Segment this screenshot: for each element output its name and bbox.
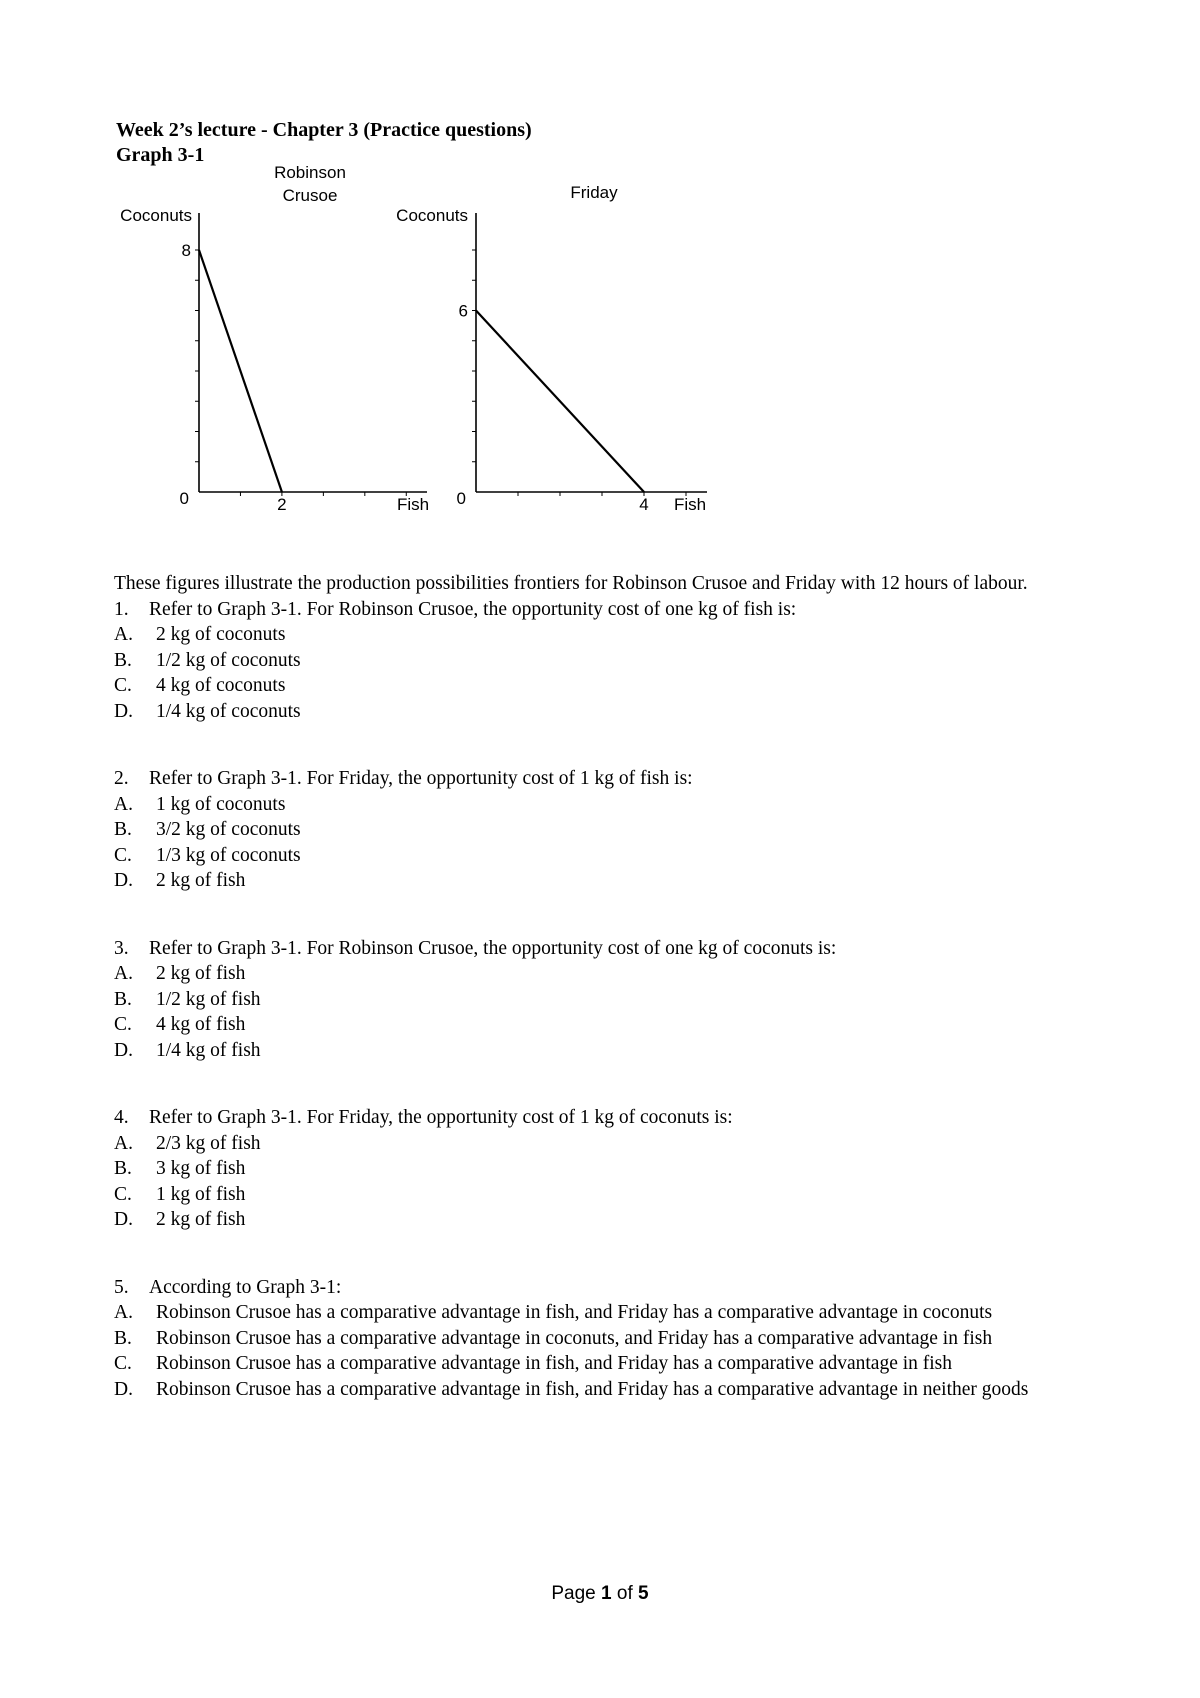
answer-option [114, 673, 1094, 699]
option-letter: A. [114, 1132, 133, 1154]
answer-option [114, 792, 1094, 818]
y-axis-label: Coconuts [120, 206, 192, 225]
option-letter: B. [114, 649, 132, 671]
origin-label: 0 [179, 489, 189, 508]
question-4 [114, 1105, 1094, 1233]
question-text: Refer to Graph 3-1. For Friday, the opportunity cost of 1 kg of fish is: [149, 768, 693, 789]
answer-option [114, 1156, 1094, 1182]
option-letter: B. [114, 988, 132, 1010]
page-footer [0, 1583, 1200, 1605]
question-body [114, 571, 1094, 1444]
x-tick-label: 4 [639, 495, 649, 514]
option-letter: A. [114, 1302, 133, 1323]
y-tick-label: 6 [458, 301, 468, 321]
question-text: Refer to Graph 3-1. For Robinson Crusoe, the opportunity cost of one kg of fish is: [149, 598, 797, 620]
question-text: Refer to Graph 3-1. For Friday, the opportunity cost of 1 kg of coconuts is: [149, 1107, 733, 1128]
question-list [114, 597, 1094, 1403]
option-text: 2 kg of fish [156, 963, 246, 984]
option-letter: A. [114, 963, 133, 984]
question-stem [114, 1105, 1094, 1131]
answer-option [114, 987, 1094, 1013]
question-number: 1. [114, 598, 129, 620]
option-text: Robinson Crusoe has a comparative advantage in coconuts, and Friday has a comparative advantage in fish [156, 1327, 993, 1349]
question-text: Refer to Graph 3-1. For Robinson Crusoe, the opportunity cost of one kg of coconuts is: [149, 937, 837, 959]
footer-page-word: Page [551, 1583, 596, 1604]
question-number: 5. [114, 1276, 129, 1298]
question-number: 2. [114, 768, 129, 789]
answer-option [114, 699, 1094, 725]
answer-option [114, 648, 1094, 674]
question-stem [114, 1275, 1094, 1301]
option-letter: C. [114, 844, 132, 866]
option-letter: D. [114, 700, 133, 722]
option-letter: D. [114, 870, 133, 891]
ppf-line [199, 250, 282, 492]
option-letter: B. [114, 819, 132, 840]
option-text: 3 kg of fish [156, 1158, 246, 1179]
option-text: 2 kg of coconuts [156, 624, 286, 645]
answer-option [114, 1326, 1094, 1352]
option-letter: C. [114, 675, 132, 696]
option-letter: B. [114, 1158, 132, 1179]
chart-title-line: Crusoe [282, 186, 338, 205]
option-text: 2 kg of fish [156, 870, 246, 891]
option-text: 1 kg of fish [156, 1183, 246, 1205]
y-axis-label: Coconuts [396, 206, 468, 225]
option-text: 2/3 kg of fish [156, 1132, 261, 1154]
question-text: According to Graph 3-1: [149, 1276, 342, 1298]
question-2 [114, 766, 1094, 894]
x-tick-label: 2 [277, 495, 287, 514]
intro-text: These figures illustrate the production possibilities frontiers for Robinson Crusoe and Friday with 12 hours of labour. [114, 573, 1028, 594]
question-stem [114, 597, 1094, 623]
footer-of-word: of [616, 1583, 633, 1604]
question-number: 3. [114, 937, 129, 959]
page-title: Week 2’s lecture - Chapter 3 (Practice questions) [116, 119, 532, 141]
question-number: 4. [114, 1107, 129, 1128]
answer-option [114, 961, 1094, 987]
option-letter: A. [114, 793, 133, 815]
answer-option [114, 817, 1094, 843]
answer-option [114, 1351, 1094, 1377]
option-text: 1/3 kg of coconuts [156, 844, 301, 866]
y-tick-label: 8 [181, 241, 191, 260]
option-letter: D. [114, 1378, 133, 1400]
option-letter: D. [114, 1209, 133, 1230]
option-text: 1 kg of coconuts [156, 793, 286, 815]
question-stem [114, 936, 1094, 962]
option-text: Robinson Crusoe has a comparative advantage in fish, and Friday has a comparative advantage in neither goods [156, 1378, 1029, 1400]
question-5 [114, 1275, 1094, 1403]
chart-title-line: Robinson [274, 163, 346, 182]
option-text: Robinson Crusoe has a comparative advantage in fish, and Friday has a comparative advantage in fish [156, 1353, 953, 1374]
footer-page-number: 1 [601, 1583, 612, 1604]
option-text: 4 kg of coconuts [156, 675, 286, 696]
option-letter: B. [114, 1327, 132, 1349]
answer-option [114, 1182, 1094, 1208]
option-text: 1/4 kg of fish [156, 1039, 261, 1061]
answer-option [114, 1207, 1094, 1233]
option-letter: A. [114, 624, 133, 645]
option-letter: C. [114, 1183, 132, 1205]
answer-option [114, 1300, 1094, 1326]
answer-option [114, 1377, 1094, 1403]
question-3 [114, 936, 1094, 1064]
chart-title-line: Friday [570, 183, 618, 202]
x-axis-label: Fish [673, 495, 707, 514]
option-text: 2 kg of fish [156, 1209, 246, 1230]
answer-option [114, 1012, 1094, 1038]
option-text: Robinson Crusoe has a comparative advantage in fish, and Friday has a comparative advantage in coconuts [156, 1302, 993, 1323]
option-text: 4 kg of fish [156, 1014, 246, 1035]
option-letter: C. [114, 1353, 132, 1374]
option-text: 1/4 kg of coconuts [156, 700, 301, 722]
graph-label: Graph 3-1 [116, 144, 205, 166]
option-text: 1/2 kg of coconuts [156, 649, 301, 671]
answer-option [114, 868, 1094, 894]
footer-page-total: 5 [638, 1583, 649, 1604]
question-stem [114, 766, 1094, 792]
answer-option [114, 843, 1094, 869]
ppf-line [476, 311, 644, 493]
question-1 [114, 597, 1094, 725]
option-letter: D. [114, 1039, 133, 1061]
x-axis-label: Fish [396, 495, 430, 514]
ppf-graphs [0, 0, 1200, 540]
origin-label: 0 [456, 489, 466, 508]
option-text: 3/2 kg of coconuts [156, 819, 301, 840]
answer-option [114, 1038, 1094, 1064]
option-text: 1/2 kg of fish [156, 988, 261, 1010]
answer-option [114, 1131, 1094, 1157]
option-letter: C. [114, 1014, 132, 1035]
answer-option [114, 622, 1094, 648]
